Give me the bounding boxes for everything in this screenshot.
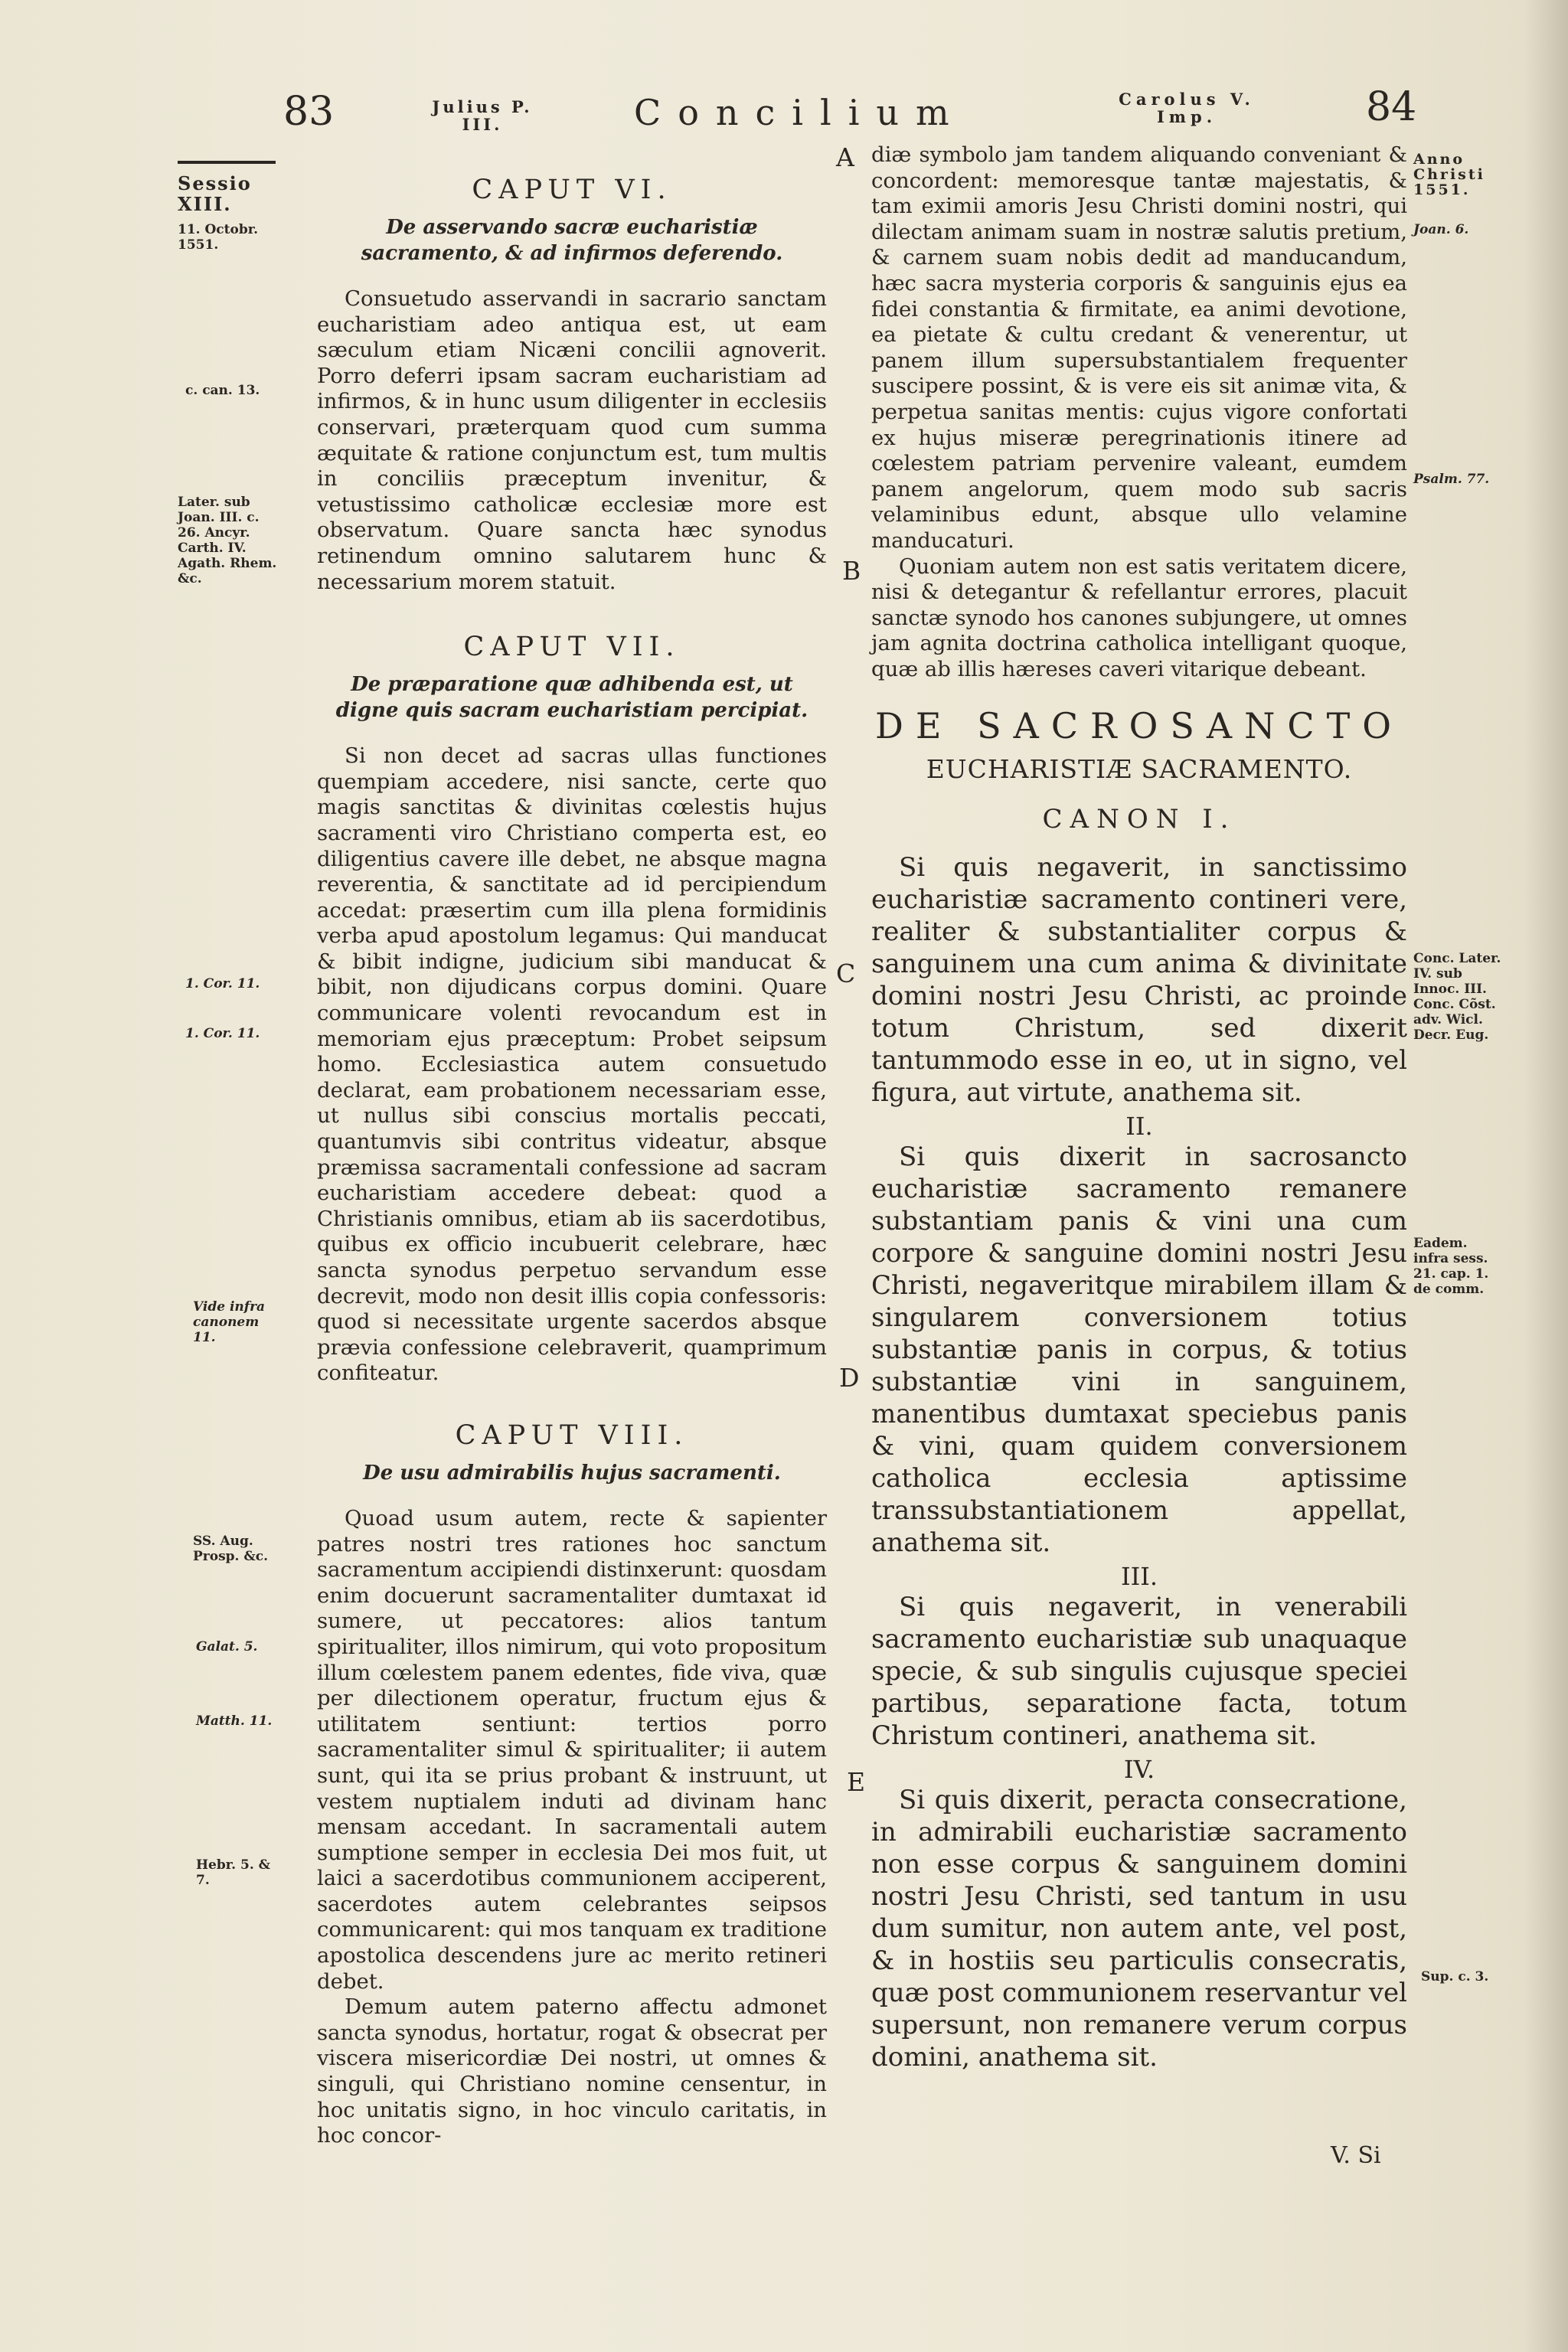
section-letter-b: B xyxy=(842,556,861,586)
section-subheading: EUCHARISTIÆ SACRAMENTO. xyxy=(926,754,1353,785)
right-continuation-text: diæ symbolo jam tandem aliquando conveniant & concordent: memoresque tantæ majestatis, & tam eximii amoris Jesu Christi domini nostri, qui dilectam animam suam in nostræ salutis pretium, & carnem suam nobis dedit ad manducandum, hæc sacra mysteria corporis & sanguinis ejus ea fidei constantia & firmitate, ea animi devotione, ea pietate & cultu credant & venerentur, ut panem illum supersubstantialem frequenter suscipere possint, & is vere eis sit animæ vita, & perpetua sanitas mentis: cujus vigore confortati ex hujus miseræ peregrinationis itinere ad cœlestem patriam pervenire valeant, eumdem panem angelorum, quem modo sub sacris velaminibus edunt, absque ullo velamine manducaturi. xyxy=(871,142,1407,553)
caput-8-text-2: Demum autem paterno affectu admonet sancta synodus, hortatur, rogat & obsecrat per viscera misericordiæ Dei nostri, ut omnes & singuli, qui Christiano nomine censentur, in hoc unitatis signo, in hoc vinculo caritatis, in hoc concor- xyxy=(317,1994,827,2148)
margin-note-session: Sessio XIII. xyxy=(178,172,252,215)
caput-6-text: Consuetudo asservandi in sacrario sanctam eucharistiam adeo antiqua est, ut eam sæculum etiam Nicæni concilii agnoverit. Porro deferri ipsam sacram eucharistiam ad infirmos, & in hunc usum diligenter in ecclesiis conservari, præterquam quod cum summa æquitate & ratione conjunctum est, tum multis in conciliis præceptum invenitur, & vetustissimo catholicæ ecclesiæ more est observatum. Quare sancta hæc synodus retinendum omnino salutarem hunc & necessarium morem statuit. xyxy=(317,286,827,594)
margin-note-psalm: Psalm. 77. xyxy=(1413,472,1490,487)
canon-4-title: IV. xyxy=(1123,1755,1155,1785)
caput-6-subtitle: De asservando sacræ eucharistiæ sacramento, & ad infirmos deferendo. xyxy=(361,216,783,265)
right-page-number: 84 xyxy=(1366,84,1417,130)
caput-7-text: Si non decet ad sacras ullas functiones quempiam accedere, nisi sancte, certe quo magis sanctitas & divinitas cœlestis hujus sacramenti viro Christiano comperta est, eo diligentius cavere ille debet, ne absque magna reverentia, & sanctitate ad id percipiendum accedat: præsertim cum illa plena formidinis verba apud apostolum legamus: Qui manducat & bibit indigne, judicium sibi manducat & bibit, non dijudicans corpus domini. Quare communicare volenti revocandum est in memoriam ejus præceptum: Probet seipsum homo. Ecclesiastica autem consuetudo declarat, eam probationem necessariam esse, ut nullus sibi conscius mortalis peccati, quantumvis sibi contritus videatur, absque præmissa sacramentali confessione ad sacram eucharistiam accedere debeat: quod a Christianis omnibus, etiam ab iis sacerdotibus, quibus ex officio incubuerit celebrare, hæc sancta synodus perpetuo servandum esse decrevit, modo non desit illis copia confessoris: quod si necessitate urgente sacerdos absque prævia confessione celebraverit, quamprimum confiteatur. xyxy=(317,743,827,1386)
margin-note-cor2: 1. Cor. 11. xyxy=(185,1026,260,1041)
canon-1-title: CANON I. xyxy=(1042,804,1236,835)
margin-note-ss: SS. Aug. Prosp. &c. xyxy=(193,1534,268,1564)
margin-note-conc: Conc. Later. IV. sub Innoc. III. Conc. Cõst. adv. Wicl. Decr. Eug. xyxy=(1413,951,1501,1043)
margin-note-sup: Sup. c. 3. xyxy=(1421,1969,1489,1984)
canon-2-text: Si quis dixerit in sacrosancto eucharistiæ sacramento remanere substantiam panis & vini una cum corpore & sanguine domini nostri Jesu Christi, negaveritque mirabilem illam & singularem conversionem totius substantiæ panis in corpus, & totius substantiæ vini in sanguinem, manentibus dumtaxat speciebus panis & vini, quam quidem conversionem catholica ecclesia aptissime transsubstantiationem appellat, anathema sit. xyxy=(871,1142,1407,1559)
margin-note-hebr: Hebr. 5. & 7. xyxy=(196,1857,271,1888)
section-heading: DE SACROSANCTO xyxy=(875,705,1403,747)
margin-note-anno: Anno Christi 1551. xyxy=(1413,151,1485,198)
right-running-head: Carolus V. Imp. xyxy=(1119,90,1255,126)
quoniam-text: Quoniam autem non est satis veritatem dicere, nisi & detegantur & refellantur errores, placuit sanctæ synodo hos canones subjungere, ut omnes jam agnita doctrina catholica intelligant quoque, quæ ab illis hæreses caveri vitarique debeant. xyxy=(871,554,1407,681)
caput-6-title: CAPUT VI. xyxy=(472,175,672,205)
catchword: V. Si xyxy=(1331,2142,1381,2169)
page-edge-shadow xyxy=(1524,0,1568,2352)
canon-4-text: Si quis dixerit, peracta consecratione, in admirabili eucharistiæ sacramento non esse corpus & sanguinem domini nostri Jesu Christi, sed tantum in usu dum sumitur, non autem ante, vel post, & in hostiis seu particulis consecratis, quæ post communionem reservantur vel supersunt, non remanere verum corpus domini, anathema sit. xyxy=(871,1785,1407,2073)
margin-note-eadem: Eadem. infra sess. 21. cap. 1. de comm. xyxy=(1413,1236,1489,1297)
canon-1-text: Si quis negaverit, in sanctissimo eucharistiæ sacramento contineri vere, realiter & substantialiter corpus & sanguinem una cum anima & divinitate domini nostri Jesu Christi, ac proinde totum Christum, sed dixerit tantummodo esse in eo, ut in signo, vel figura, aut virtute, anathema sit. xyxy=(871,852,1407,1109)
margin-note-date: 11. Octobr. 1551. xyxy=(178,222,259,253)
margin-note-vide: Vide infra canonem 11. xyxy=(193,1299,266,1345)
caput-7-title: CAPUT VII. xyxy=(463,632,681,663)
canon-2-title: II. xyxy=(1125,1112,1153,1142)
right-column xyxy=(871,142,1407,2073)
margin-note-sources: Later. sub Joan. III. c. 26. Ancyr. Carth. IV. Agath. Rhem. &c. xyxy=(178,495,277,586)
section-letter-c: C xyxy=(836,959,856,988)
section-letter-a: A xyxy=(836,142,854,172)
section-letter-d: D xyxy=(839,1363,860,1393)
page-title: Concilium xyxy=(634,92,966,133)
left-page-number: 83 xyxy=(283,89,335,135)
caput-7-subtitle: De præparatione quæ adhibenda est, ut digne quis sacram eucharistiam percipiat. xyxy=(335,673,808,723)
margin-note-matth: Matth. 11. xyxy=(196,1713,273,1729)
caput-8-title: CAPUT VIII. xyxy=(455,1419,689,1451)
left-running-head: Julius P. III. xyxy=(432,97,533,134)
margin-note-galat: Galat. 5. xyxy=(196,1639,258,1655)
section-letter-e: E xyxy=(847,1767,866,1797)
caput-8-text-1: Quoad usum autem, recte & sapienter patres nostri tres rationes hoc sanctum sacramentum accipiendi distinxerunt: quosdam enim docuerunt sacramentaliter dumtaxat id sumere, ut peccatores: alios tantum spiritualiter, illos nimirum, qui voto propositum illum cœlestem panem edentes, fide viva, quæ per dilectionem operatur, fructum ejus & utilitatem sentiunt: tertios porro sacramentaliter simul & spiritualiter; ii autem sunt, qui ita se prius probant & instruunt, ut vestem nuptialem induti ad divinam hanc mensam accedant. In sacramentali autem sumptione semper in ecclesia Dei mos fuit, ut laici a sacerdotibus communionem acciperent, sacerdotes autem celebrantes seipsos communicarent: qui mos tanquam ex traditione apostolica descendens jure ac merito retineri debet. xyxy=(317,1505,827,1994)
canon-3-text: Si quis negaverit, in venerabili sacramento eucharistiæ sub unaquaque specie, & sub singulis cujusque speciei partibus, separatione facta, totum Christum contineri, anathema sit. xyxy=(871,1592,1407,1752)
margin-note-canon13: c. can. 13. xyxy=(185,383,260,398)
margin-note-joan: Joan. 6. xyxy=(1413,222,1469,237)
margin-note-cor1: 1. Cor. 11. xyxy=(185,976,260,991)
margin-rule xyxy=(178,161,276,164)
canon-3-title: III. xyxy=(1120,1562,1158,1592)
caput-8-subtitle: De usu admirabilis hujus sacramenti. xyxy=(363,1461,781,1485)
left-column xyxy=(317,175,827,2149)
